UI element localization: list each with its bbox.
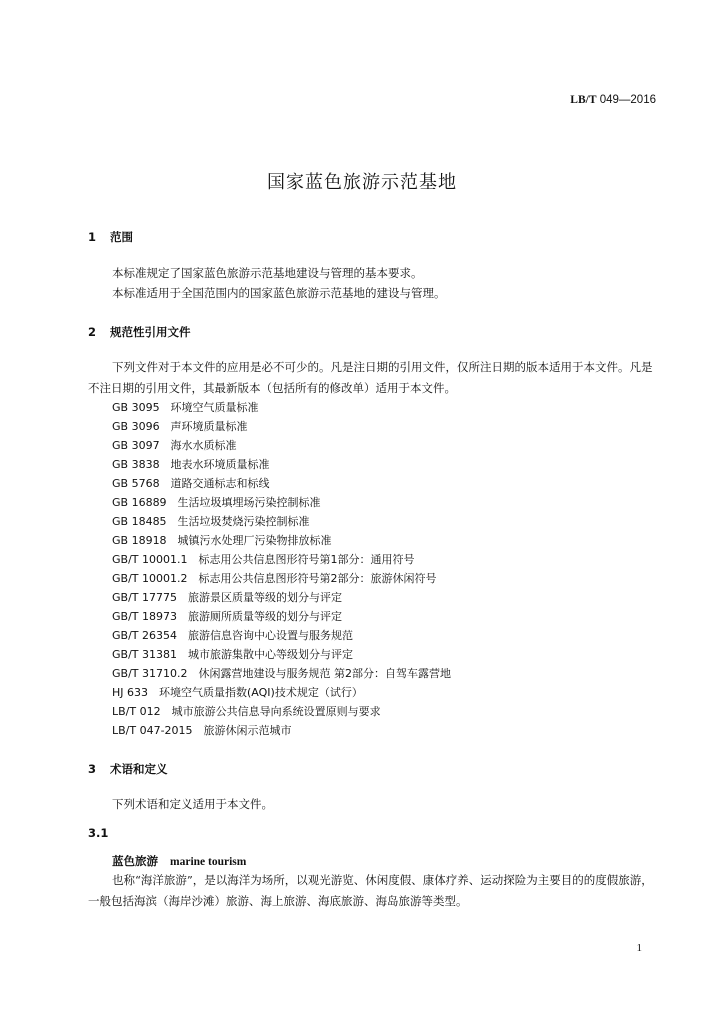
scope-paragraph-2: 本标准适用于全国范围内的国家蓝色旅游示范基地的建设与管理。 bbox=[112, 286, 446, 300]
reference-item: GB 5768 道路交通标志和标线 bbox=[112, 477, 270, 490]
section-title: 术语和定义 bbox=[110, 762, 168, 776]
section-1-heading bbox=[88, 229, 133, 245]
term-chinese: 蓝色旅游 bbox=[112, 854, 158, 868]
reference-item: GB/T 17775 旅游景区质量等级的划分与评定 bbox=[112, 591, 342, 604]
reference-item: GB/T 31381 城市旅游集散中心等级划分与评定 bbox=[112, 648, 353, 661]
reference-item: LB/T 012 城市旅游公共信息导向系统设置原则与要求 bbox=[112, 705, 381, 718]
document-title: 国家蓝色旅游示范基地 bbox=[267, 172, 457, 193]
section-number: 2 bbox=[88, 325, 97, 339]
reference-item: GB 18918 城镇污水处理厂污染物排放标准 bbox=[112, 534, 332, 547]
reference-item: LB/T 047-2015 旅游休闲示范城市 bbox=[112, 724, 292, 737]
section-number: 1 bbox=[88, 230, 97, 244]
reference-item: GB 18485 生活垃圾焚烧污染控制标准 bbox=[112, 515, 310, 528]
reference-item: GB/T 10001.1 标志用公共信息图形符号第1部分：通用符号 bbox=[112, 553, 415, 566]
reference-item: GB/T 26354 旅游信息咨询中心设置与服务规范 bbox=[112, 629, 353, 642]
terms-intro-paragraph: 下列术语和定义适用于本文件。 bbox=[112, 797, 273, 811]
section-2-heading bbox=[88, 324, 191, 340]
term-definition: 也称“海洋旅游”，是以海洋为场所，以观光游览、休闲度假、康体疗养、运动探险为主要目的的度假旅游，一般包括海滨（海岸沙滩）旅游、海上旅游、海底旅游、海岛旅游等类型。 bbox=[88, 873, 653, 908]
refs-intro-paragraph: 下列文件对于本文件的应用是必不可少的。凡是注日期的引用文件，仅所注日期的版本适用于本文件。凡是不注日期的引用文件，其最新版本（包括所有的修改单）适用于本文件。 bbox=[88, 360, 653, 395]
scope-paragraph-1: 本标准规定了国家蓝色旅游示范基地建设与管理的基本要求。 bbox=[112, 266, 423, 280]
reference-item: GB/T 18973 旅游厕所质量等级的划分与评定 bbox=[112, 610, 342, 623]
reference-item: GB 3097 海水水质标准 bbox=[112, 439, 237, 452]
reference-list bbox=[112, 398, 451, 740]
reference-item: GB/T 31710.2 休闲露营地建设与服务规范 第2部分：自驾车露营地 bbox=[112, 667, 451, 680]
section-title: 范围 bbox=[110, 230, 134, 244]
section-3-heading bbox=[88, 761, 168, 777]
term-heading bbox=[112, 853, 246, 869]
reference-item: GB 3838 地表水环境质量标准 bbox=[112, 458, 270, 471]
reference-item: GB 3095 环境空气质量标准 bbox=[112, 401, 259, 414]
section-number: 3 bbox=[88, 762, 97, 776]
page-number: 1 bbox=[636, 942, 642, 954]
term-english: marine tourism bbox=[170, 856, 247, 868]
reference-item: HJ 633 环境空气质量指数(AQI)技术规定（试行） bbox=[112, 686, 363, 699]
standard-number: 049—2016 bbox=[599, 94, 656, 106]
reference-item: GB/T 10001.2 标志用公共信息图形符号第2部分：旅游休闲符号 bbox=[112, 572, 437, 585]
standard-prefix: LB/T bbox=[570, 94, 597, 106]
standard-code bbox=[570, 94, 656, 106]
section-title: 规范性引用文件 bbox=[110, 325, 191, 339]
subsection-3-1-number: 3.1 bbox=[88, 826, 109, 840]
reference-item: GB 16889 生活垃圾填埋场污染控制标准 bbox=[112, 496, 321, 509]
reference-item: GB 3096 声环境质量标准 bbox=[112, 420, 248, 433]
